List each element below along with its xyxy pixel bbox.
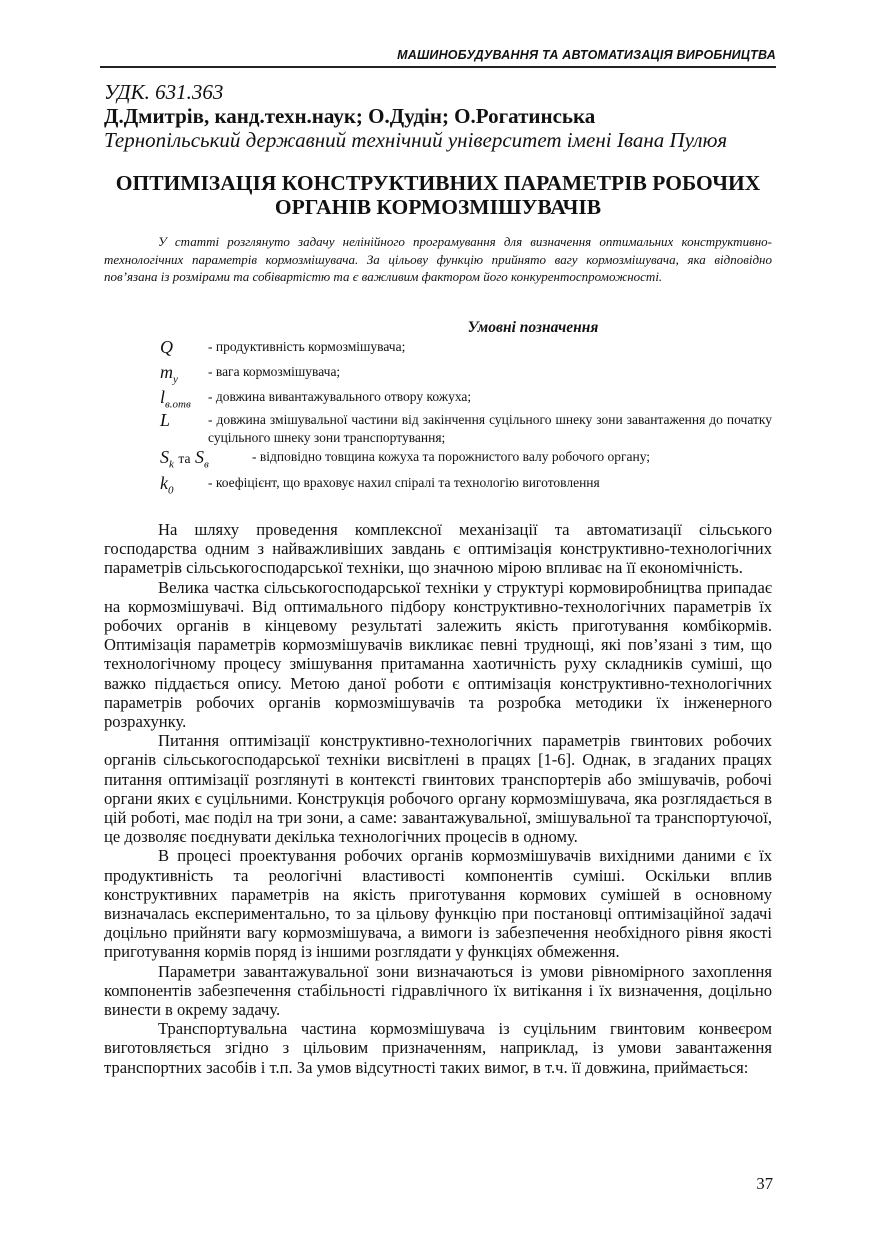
legend-list: [160, 338, 772, 498]
running-head: МАШИНОБУДУВАННЯ ТА АВТОМАТИЗАЦІЯ ВИРОБНИЦТВА: [397, 48, 776, 62]
abstract: У статті розглянуто задачу нелінійного програмування для визначення оптимальних конструктивно-технологічних параметрів кормозмішувача. За цільову функцію прийнято вагу кормозмішувача, яка відповідно пов’язана із розмірами та собівартістю та є важливим фактором його конкурентоспроможності.: [104, 234, 772, 284]
legend-symbol: $l_{в.отв}$: [160, 387, 191, 411]
legend-item: [160, 363, 772, 388]
paragraph: В процесі проектування робочих органів кормозмішувачів вихідними даними є їх продуктивність та реологічні властивості компонентів суміші. Оскільки вплив конструктивних параметрів на якість приготування кормових сумішей в основному визначалась експериментально, то за цільову функцію при постановці оптимізаційної задачі доцільно прийняти вагу кормозмішувача, а вимоги із забезпечення необхідного рівня якості приготування кормів поряд із іншими розглядати у функціях обмеження.: [104, 846, 772, 962]
affiliation: Тернопільський державний технічний університет імені Івана Пулюя: [104, 128, 728, 152]
legend-description: - довжина змішувальної частини від закінчення суцільного шнеку зони завантаження до початку суцільного шнеку зони транспортування;: [208, 412, 772, 445]
legend-item: [160, 411, 772, 448]
page-number: 37: [756, 1174, 773, 1193]
legend-description: - продуктивність кормозмішувача;: [208, 339, 406, 354]
paragraph: Параметри завантажувальної зони визначаються із умови рівномірного захоплення компонентів забезпечення стабільності гідравлічного їх витікання і їх визначення, доцільно винести в окрему задачу.: [104, 961, 772, 1020]
paragraph: Транспортувальна частина кормозмішувача із суцільним гвинтовим конвеєром виготовляється згідно з цільовим призначенням, наприклад, із умови завантаження транспортних засобів і т.п. За умов відсутності таких вимог, в т.ч. її довжина, приймається:: [104, 1019, 772, 1077]
title-line-1: ОПТИМІЗАЦІЯ КОНСТРУКТИВНИХ ПАРАМЕТРІВ РОБОЧИХ: [115, 171, 761, 195]
legend-symbol: $k_0$: [160, 473, 174, 497]
header-rule: [100, 66, 776, 68]
paragraph: На шляху проведення комплексної механізації та автоматизації сільського господарства одним з найважливіших завдань є оптимізація конструктивно-технологічних параметрів сільськогосподарської техніки, що значною мірою впливає на її економічність.: [104, 520, 772, 578]
legend-description: - коефіцієнт, що враховує нахил спіралі та технологію виготовлення: [208, 475, 600, 490]
article-title: [100, 171, 776, 219]
legend-item: [160, 474, 772, 498]
body-text: [104, 520, 772, 1077]
authors: Д.Дмитрів, канд.техн.наук; О.Дудін; О.Рогатинська: [104, 104, 596, 128]
paragraph: Велика частка сільськогосподарської техніки у структурі кормовиробництва припадає на кормозмішувачі. Від оптимального підбору конструктивно-технологічних параметрів їх робочих органів в кінцевому результаті залежить якість приготування комбікормів. Оптимізація параметрів кормозмішувачів викликає певні труднощі, які пов’язані з тим, що технологічному процесу змішування притаманна хаотичність руху складників суміші, що важко піддається опису. Метою даної роботи є оптимізація конструктивно-технологічних параметрів робочих органів кормозмішувачів та розробка методики їх інженерного розрахунку.: [104, 577, 772, 732]
legend-item: [160, 338, 772, 363]
legend-symbol: Q: [160, 337, 173, 357]
legend-description: - вага кормозмішувача;: [208, 364, 341, 379]
legend-item: [160, 448, 772, 474]
paragraph: Питання оптимізації конструктивно-технологічних параметрів гвинтових робочих органів сільськогосподарської техніки висвітлені в працях [1-6]. Однак, в згаданих працях питання оптимізації розглянуті в контексті гвинтових транспортерів або змішувачів, робочі органи яких є суцільними. Конструкція робочого органу кормозмішувача, яка розглядається в цій роботі, має поділ на три зони, а саме: завантажувальної, змішувальної та транспортуючої, це дозволяє поєднувати декілька технологічних процесів в одному.: [104, 731, 772, 847]
legend-description: - довжина вивантажувального отвору кожуха;: [208, 389, 472, 404]
legend-description: - відповідно товщина кожуха та порожнистого валу робочого органу;: [252, 449, 651, 464]
udk-code: УДК. 631.363: [104, 80, 224, 104]
legend-symbol: $S_k$ та $S_в$: [160, 447, 209, 471]
legend-item: [160, 388, 772, 411]
legend-symbol: $m_у$: [160, 362, 178, 386]
legend-title: Умовні позначення: [467, 319, 599, 336]
legend-symbol: L: [160, 410, 171, 430]
title-line-2: ОРГАНІВ КОРМОЗМІШУВАЧІВ: [274, 195, 602, 219]
